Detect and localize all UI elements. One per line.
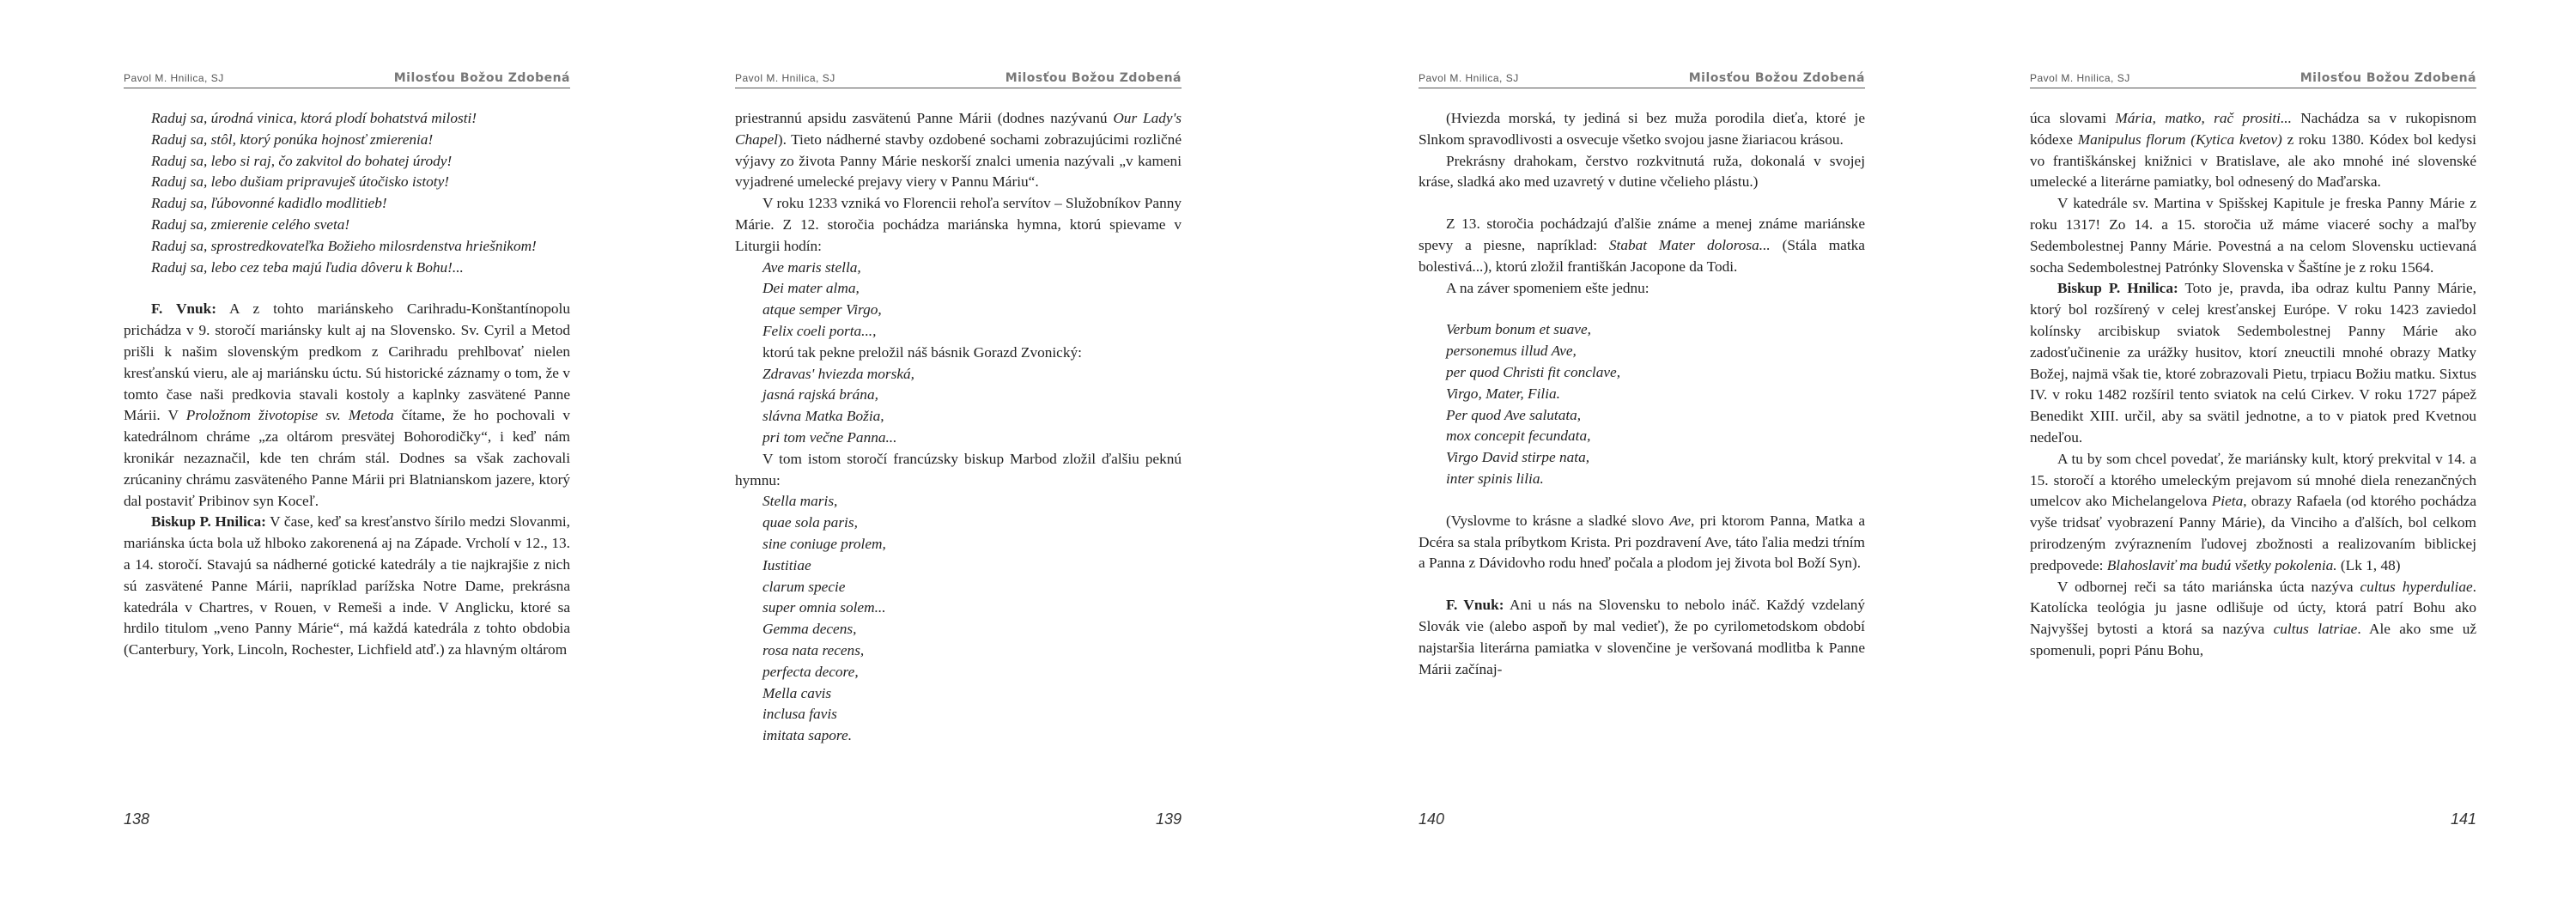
verse-line: Raduj sa, lebo cez teba majú ľudia dôveru k Bohu!...	[151, 258, 464, 276]
paragraph: (Hviezda morská, ty jediná si bez muža porodila dieťa, ktoré je Slnkom spravodlivosti a osvecuje všetko svojou jasne žiariacou krásou.	[1419, 110, 1865, 148]
header-book-title: Milosťou Božou Zdobená	[2300, 71, 2476, 85]
text-run: V čase, keď sa kresťanstvo šírilo medzi Slovanmi, mariánska úcta bola už hlboko zakorenená aj na Západe. Vrcholí v 12., 13. a 14. storočí. Stavajú sa nádherné gotické katedrály a tie najkrajšie z nich sú zasvätené Panne Márii, napríklad parížska Notre Dame, prekrásna katedrála v Chartres, v Rouen, v Remeši a inde. V Anglicku, ktoré sa hrdilo titulom „veno Panny Márie“, má každá katedrála z tohto obdobia (Canterbury, York, Lincoln, Rochester, Lichfield atď.) za hlavným oltárom	[124, 513, 571, 658]
paragraph	[124, 512, 570, 661]
text-run: . Katolícka teológia ju jasne odlišuje od úcty, ktorá patrí Bohu ako Najvyššej bytosti a ktorá sa nazýva	[2030, 578, 2476, 638]
verse-line: pri tom večne Panna...	[762, 428, 897, 446]
text-run: V odbornej reči sa táto mariánska úcta nazýva	[2057, 578, 2360, 595]
verse-block	[735, 364, 1182, 449]
page-139	[735, 0, 1182, 910]
speaker-name: Biskup P. Hnilica:	[151, 513, 266, 531]
page-number: 141	[2450, 810, 2476, 828]
verse-line: Raduj sa, ľúbovonné kadidlo modlitieb!	[151, 195, 387, 212]
text-run: Z 13. storočia pochádzajú ďalšie známe a menej známe mariánske spevy a piesne, napríklad:	[1419, 215, 1865, 253]
italic-quote: Blahoslaviť ma budú všetky pokolenia.	[2106, 556, 2337, 573]
italic-title: Proložnom životopise sv. Metoda	[185, 407, 394, 424]
italic-title: Mária, matko, rač prositi...	[2115, 110, 2292, 126]
italic-term: cultus hyperduliae	[2360, 578, 2473, 595]
verse-line: inclusa favis	[762, 706, 837, 723]
verse-line: Zdravas' hviezda morská,	[762, 365, 914, 382]
page-141	[2030, 0, 2476, 910]
verse-line: Raduj sa, úrodná vinica, ktorá plodí bohatstvá milosti!	[151, 110, 477, 126]
italic-term: cultus latriae	[2273, 621, 2358, 638]
paragraph: ktorú tak pekne preložil náš básnik Gorazd Zvonický:	[762, 343, 1082, 361]
page-body	[124, 108, 570, 661]
speaker-name: F. Vnuk:	[151, 300, 217, 318]
text-run: , pri ktorom Panna, Matka a Dcéra sa stala príbytkom Krista. Pri pozdravení Ave, táto ľalia medzi tŕním a Panna z Dávidovho rodu hneď počala a plodom jej života bol Boží Syn).	[1419, 512, 1865, 572]
verse-line: Ave maris stella,	[762, 258, 861, 276]
verse-line: slávna Matka Božia,	[762, 408, 884, 425]
page-number: 140	[1419, 810, 1445, 828]
paragraph	[2030, 278, 2476, 448]
text-run: úca slovami	[2030, 110, 2116, 126]
italic-title: Our Lady's Chapel	[735, 110, 1182, 148]
page-number: 139	[1155, 810, 1182, 828]
verse-line: Raduj sa, zmierenie celého sveta!	[151, 215, 350, 233]
verse-line: personemus illud Ave,	[1446, 343, 1577, 360]
text-run: priestrannú apsidu zasvätenú Panne Márii (dodnes nazývanú	[735, 110, 1114, 126]
verse-line: rosa nata recens,	[762, 641, 865, 658]
verse-line: quae sola paris,	[762, 514, 858, 531]
verse-line: Gemma decens,	[762, 621, 857, 638]
running-header	[735, 69, 1182, 88]
verse-line: perfecta decore,	[762, 663, 859, 680]
page-number: 138	[124, 810, 150, 828]
verse-line: Virgo, Mater, Filia.	[1446, 385, 1560, 402]
text-run: Toto je, pravda, iba odraz kultu Panny Márie, ktorý bol rozšírený v celej kresťanskej Európe. V roku 1423 zaviedol kolínsky arcibiskup sviatok Sedembolestnej Panny Márie ako zadosťučinenie za urážky husitov, ktorí zneuctili mnohé obrazy Matky Božej, najmä však tie, ktoré zobrazovali Pietu, trpiacu Božiu matku. Sixtus IV. v roku 1482 rozšíril tento sviatok na celú Cirkev. V roku 1727 pápež Benedikt XIII. určil, aby sa svätil jednotne, a to v piatok pred Kvetnou nedeľou.	[2030, 280, 2476, 446]
verse-block	[124, 108, 570, 278]
verse-line: per quod Christi fit conclave,	[1446, 363, 1621, 380]
text-run: čítame, že ho pochovali v katedrálnom chráme „za oltárom presvätej Bohorodičky“, i keď nám kronikár nezaznačil, kde ten chrám stál. Dodnes sa však zachovali zrúcaniny chrámu zasväteného Panne Márii pri Blatnianskom jazere, ktorý dal postaviť Pribinov syn Koceľ.	[124, 407, 570, 509]
page-140	[1419, 0, 1865, 910]
paragraph	[2030, 108, 2476, 193]
verse-line: imitata sapore.	[762, 727, 853, 744]
verse-line: Raduj sa, stôl, ktorý ponúka hojnosť zmierenia!	[151, 130, 434, 148]
verse-line: Raduj sa, sprostredkovateľka Božieho milosrdenstva hriešnikom!	[151, 237, 537, 254]
running-header	[2030, 69, 2476, 88]
verse-line: Stella maris,	[762, 493, 838, 510]
text-run: z roku 1380. Kódex bol kedysi vo františkánskej knižnici v Bratislave, ale ako mnohé iné slovenské umelecké a literárne pamiatky, bol odnesený do Maďarska.	[2030, 130, 2476, 191]
text-run: . Ale ako sme už spomenuli, popri Pánu Bohu,	[2030, 621, 2476, 658]
header-author: Pavol M. Hnilica, SJ	[1419, 72, 1519, 84]
verse-block	[735, 491, 1182, 747]
verse-block	[735, 258, 1182, 343]
header-author: Pavol M. Hnilica, SJ	[124, 72, 224, 84]
paragraph	[1419, 595, 1865, 680]
speaker-name: F. Vnuk:	[1446, 597, 1504, 614]
paragraph	[124, 299, 570, 512]
paragraph: Prekrásny drahokam, čerstvo rozkvitnutá ruža, dokonalá v svojej kráse, sladká ako med uzavretý v dutine včelieho plástu.)	[1419, 152, 1865, 191]
paragraph	[735, 108, 1182, 193]
text-run: (Lk 1, 48)	[2336, 556, 2401, 573]
verse-line: clarum specie	[762, 578, 846, 595]
text-run: Ani u nás na Slovensku to nebolo ináč. Každý vzdelaný Slovák vie (alebo aspoň by mal vedieť), že po cyrilometodskom období najstaršia literárna pamiatka v slovenčine je veršovaná modlitba k Panne Márii začínaj-	[1419, 597, 1865, 677]
paragraph: A na záver spomeniem ešte jednu:	[1446, 279, 1649, 296]
header-book-title: Milosťou Božou Zdobená	[393, 71, 570, 85]
italic-title: Manipulus florum (Kytica kvetov)	[2077, 130, 2282, 148]
verse-line: Raduj sa, lebo dušiam pripravuješ útočisko istoty!	[151, 173, 450, 191]
italic-word: Ave	[1669, 512, 1692, 529]
verse-line: Dei mater alma,	[762, 280, 860, 297]
header-book-title: Milosťou Božou Zdobená	[1005, 71, 1182, 85]
paragraph: V roku 1233 vzniká vo Florencii rehoľa servítov – Služobníkov Panny Márie. Z 12. storočia pochádza mariánska hymna, ktorú spievame v Liturgii hodín:	[735, 195, 1182, 254]
header-book-title: Milosťou Božou Zdobená	[1688, 71, 1865, 85]
verse-line: Virgo David stirpe nata,	[1446, 449, 1590, 466]
text-run: A tu by som chcel povedať, že mariánsky kult, ktorý prekvital v 14. a 15. storočí a ktorého umeleckým prejavom sú mnohé diela renezančných umelcov ako Michelangelova	[2030, 450, 2476, 510]
page-body	[1419, 108, 1865, 680]
text-run: ). Tieto nádherné stavby ozdobené sochami zobrazujúcimi rozličné výjavy zo života Panny Márie neskorší znalci umenia nazývali „v kameni vyjadrené umelecké prejavy viery v Pannu Máriu“.	[735, 130, 1182, 191]
verse-line: jasná rajská brána,	[762, 386, 878, 403]
header-author: Pavol M. Hnilica, SJ	[2030, 72, 2130, 84]
verse-line: atque semper Virgo,	[762, 301, 882, 318]
verse-line: Mella cavis	[762, 684, 832, 701]
text-run: (Vyslovme to krásne a sladké slovo	[1446, 512, 1670, 529]
paragraph	[2030, 449, 2476, 577]
verse-block	[1419, 319, 1865, 489]
paragraph	[2030, 577, 2476, 662]
verse-line: Per quod Ave salutata,	[1446, 406, 1582, 423]
verse-line: Raduj sa, lebo si raj, čo zakvitol do bohatej úrody!	[151, 152, 453, 169]
verse-line: inter spinis lilia.	[1446, 470, 1544, 487]
paragraph: V tom istom storočí francúzsky biskup Marbod zložil ďalšiu peknú hymnu:	[735, 450, 1182, 488]
running-header	[1419, 69, 1865, 88]
italic-title: Stabat Mater dolorosa...	[1608, 236, 1771, 253]
verse-line: super omnia solem...	[762, 599, 886, 616]
verse-line: sine coniuge prolem,	[762, 535, 886, 552]
paragraph: V katedrále sv. Martina v Spišskej Kapitule je freska Panny Márie z roku 1317! Zo 14. a 15. storočia už máme viaceré sochy a maľby Sedembolestnej Panny Márie. Povestná a na celom Slovensku uctievaná socha Sedembolestnej Patrónky Slovenska v Šaštíne je z roku 1564.	[2030, 195, 2476, 276]
text-run: Nachádza sa v rukopisnom kódexe	[2030, 110, 2477, 148]
text-run: A z tohto mariánskeho Carihradu-Konštantínopolu prichádza v 9. storočí mariánsky kult aj na Slovensko. Sv. Cyril a Metod prišli k našim slovenským predkom z Carihradu prehlbovať nielen kresťanskú vieru, ale aj mariánsku úctu. Sú historické záznamy o tom, že v tomto čase naši predkovia stavali kostoly a kaplnky zasvätené Panne Márii. V	[124, 300, 570, 424]
verse-line: mox concepit fecundata,	[1446, 428, 1591, 445]
running-header	[124, 69, 570, 88]
paragraph	[1419, 511, 1865, 574]
text-run: (Stála matka bolestivá...), ktorú zložil františkán Jacopone da Todi.	[1419, 236, 1865, 275]
page-body	[2030, 108, 2476, 662]
paragraph	[1419, 214, 1865, 277]
verse-line: Felix coeli porta...,	[762, 322, 877, 339]
verse-line: Verbum bonum et suave,	[1446, 321, 1591, 338]
text-run: , obrazy Rafaela (od ktorého pochádza vyše tridsať vyobrazení Panny Márie), da Vinciho a ďalších, bol celkom prirodzeným zvýraznením ľudovej zbožnosti a realizovaním biblickej predpovede:	[2030, 493, 2476, 573]
page-body	[735, 108, 1182, 747]
italic-title: Pieta	[2211, 493, 2244, 510]
verse-line: Iustitiae	[762, 556, 811, 573]
speaker-name: Biskup P. Hnilica:	[2057, 280, 2178, 297]
page-138	[124, 0, 570, 910]
header-author: Pavol M. Hnilica, SJ	[735, 72, 835, 84]
